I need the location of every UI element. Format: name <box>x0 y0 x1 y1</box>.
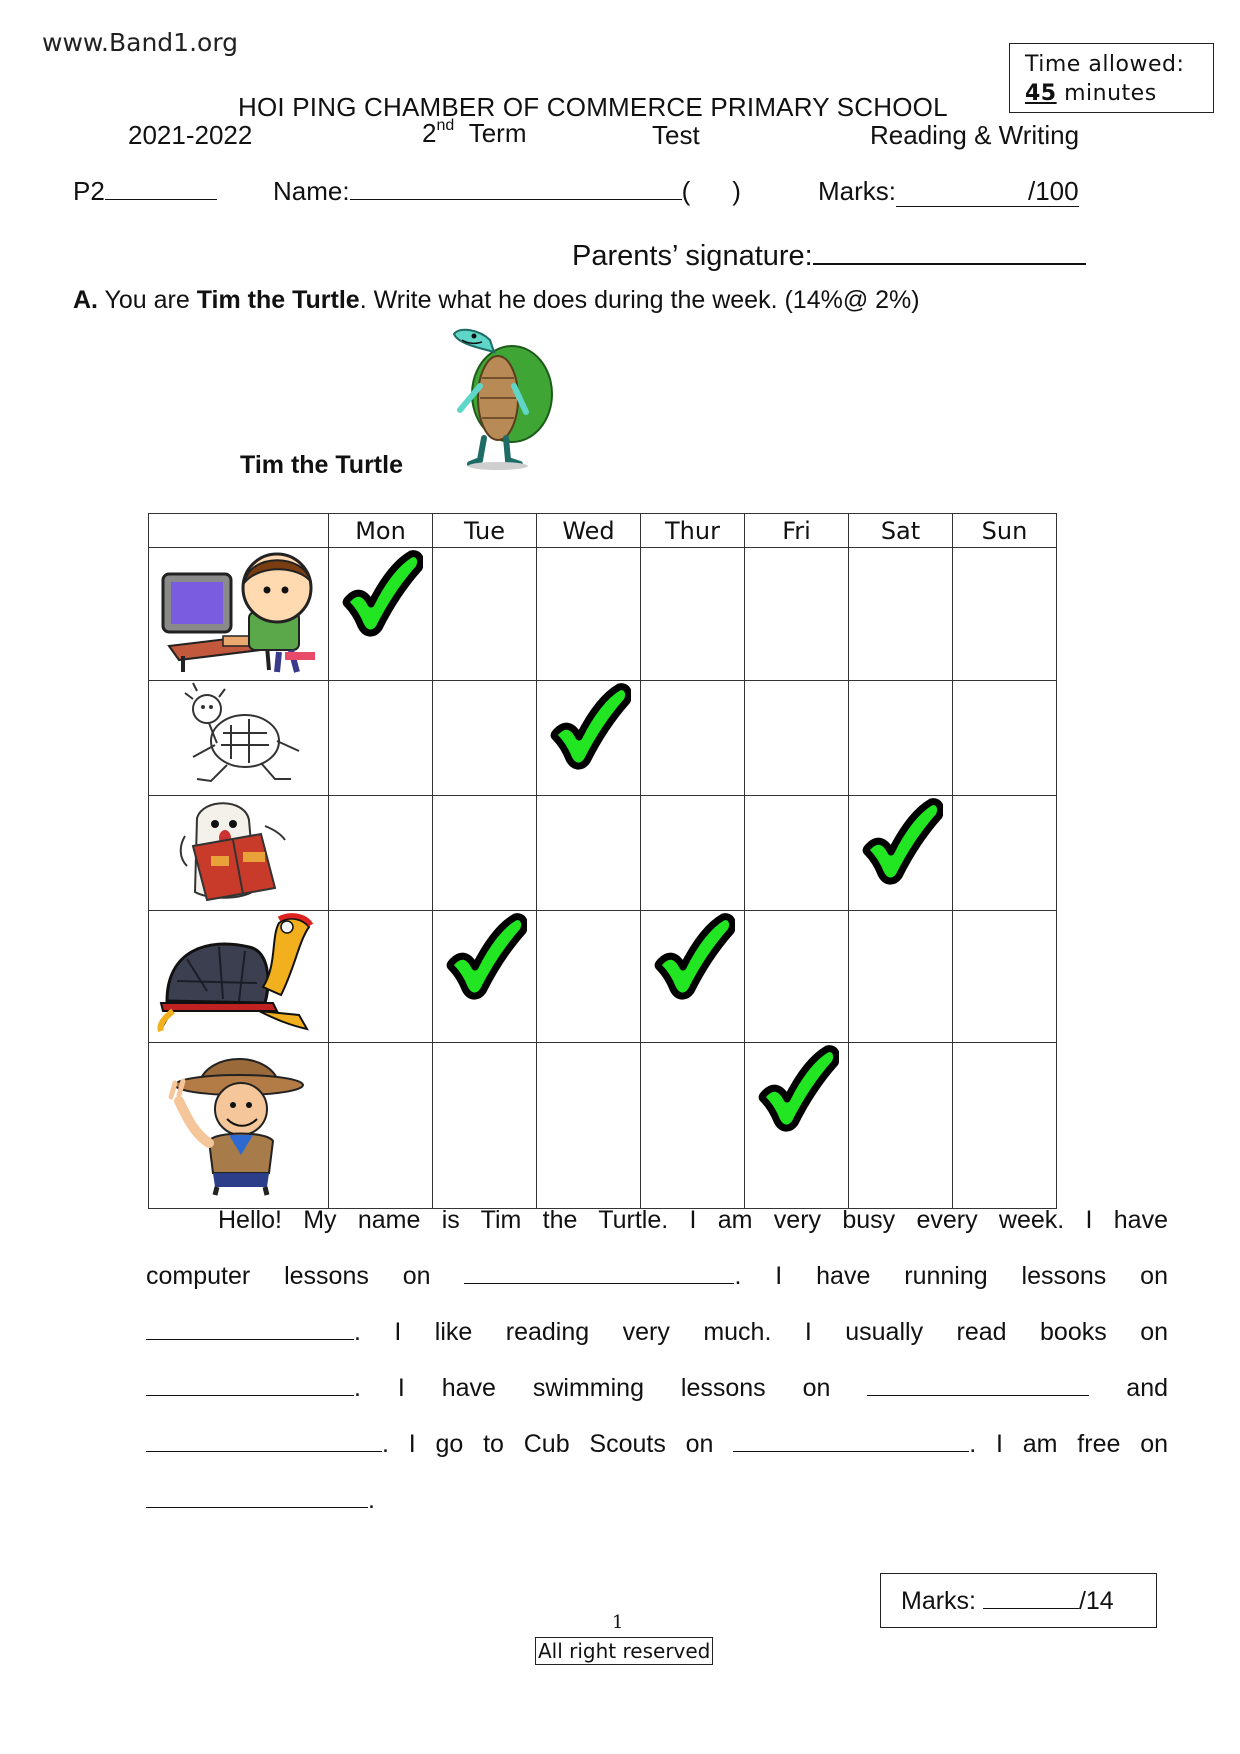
weekly-schedule-table <box>148 513 1057 1209</box>
cell-computer-mon[interactable] <box>329 548 433 681</box>
cell-reading-fri[interactable] <box>745 796 849 911</box>
blank-scouts-day[interactable] <box>733 1431 969 1452</box>
question-text-1: You are <box>98 286 197 314</box>
header-day-thur: Thur <box>641 514 745 548</box>
check-mark-icon <box>651 909 735 1001</box>
cell-running-wed[interactable] <box>537 681 641 796</box>
class-label: P2 <box>73 176 105 206</box>
cell-computer-thur[interactable] <box>641 548 745 681</box>
term-suffix: nd <box>436 117 455 134</box>
cell-computer-wed[interactable] <box>537 548 641 681</box>
schedule-row-computer <box>149 548 1057 681</box>
cell-reading-thur[interactable] <box>641 796 745 911</box>
header-day-wed: Wed <box>537 514 641 548</box>
signature-label: Parents’ signature: <box>572 240 813 272</box>
blank-computer-day[interactable] <box>464 1263 734 1284</box>
copyright-note: All right reserved <box>535 1637 713 1665</box>
marks-label: Marks: <box>818 176 896 206</box>
cell-computer-fri[interactable] <box>745 548 849 681</box>
question-letter: A. <box>73 286 98 314</box>
cell-computer-sun[interactable] <box>953 548 1057 681</box>
reading-ghost-stories-icon <box>149 796 328 905</box>
cell-running-mon[interactable] <box>329 681 433 796</box>
time-minutes: 45 <box>1025 81 1057 106</box>
header-day-fri: Fri <box>745 514 849 548</box>
section-marks-label: Marks: <box>901 1587 976 1615</box>
signature-blank[interactable] <box>813 241 1086 265</box>
cell-reading-mon[interactable] <box>329 796 433 911</box>
passage-text-4: . I have swimming lessons on <box>354 1374 831 1402</box>
cell-running-tue[interactable] <box>433 681 537 796</box>
passage-text-5: and <box>1126 1374 1169 1402</box>
cell-cub-scouts-wed[interactable] <box>537 1043 641 1209</box>
cell-running-fri[interactable] <box>745 681 849 796</box>
header-day-sun: Sun <box>953 514 1057 548</box>
turtle-caption: Tim the Turtle <box>240 451 403 479</box>
blank-swimming-day-2[interactable] <box>146 1431 382 1452</box>
name-label: Name: <box>273 176 350 206</box>
term-word: Term <box>468 118 527 148</box>
passage-text-3: . I like reading very much. I usually read books on <box>354 1318 1168 1346</box>
header-day-mon: Mon <box>329 514 433 548</box>
schedule-row-reading <box>149 796 1057 911</box>
cell-computer-sat[interactable] <box>849 548 953 681</box>
header-corner-cell <box>149 514 329 548</box>
class-field <box>73 176 217 207</box>
class-blank[interactable] <box>105 177 217 200</box>
term-number: 2 <box>422 118 437 148</box>
passage-text-8: . <box>368 1486 375 1514</box>
passage-text-1: Hello! My name is Tim the Turtle. I am very busy every week. I have computer lessons on <box>146 1206 1168 1290</box>
schedule-row-swimming <box>149 911 1057 1043</box>
cell-cub-scouts-thur[interactable] <box>641 1043 745 1209</box>
tim-turtle-illustration <box>440 326 560 471</box>
blank-running-day[interactable] <box>146 1319 354 1340</box>
cell-reading-sun[interactable] <box>953 796 1057 911</box>
question-text-2: . Write what he does during the week. (14%@ 2%) <box>359 286 920 314</box>
class-number-open: ( <box>681 176 691 206</box>
header-day-tue: Tue <box>433 514 537 548</box>
activity-icon-cell <box>149 796 329 911</box>
swimming-turtle-icon <box>149 911 328 1037</box>
cell-swimming-wed[interactable] <box>537 911 641 1043</box>
check-mark-icon <box>547 679 631 771</box>
time-allowed-label: Time allowed: <box>1025 52 1185 77</box>
cell-cub-scouts-sat[interactable] <box>849 1043 953 1209</box>
passage-text-7: . I am free on <box>969 1430 1168 1458</box>
blank-free-day[interactable] <box>146 1487 368 1508</box>
school-name: HOI PING CHAMBER OF COMMERCE PRIMARY SCHOOL <box>238 92 948 122</box>
activity-icon-cell <box>149 911 329 1043</box>
name-field <box>273 176 741 207</box>
marks-field <box>818 176 1079 207</box>
header-day-sat: Sat <box>849 514 953 548</box>
cell-running-sat[interactable] <box>849 681 953 796</box>
check-mark-icon <box>443 909 527 1001</box>
schedule-header-row <box>149 514 1057 548</box>
paper-title: Reading & Writing <box>870 120 1080 150</box>
running-turtle-icon <box>149 681 328 790</box>
cell-swimming-sat[interactable] <box>849 911 953 1043</box>
blank-swimming-day-1[interactable] <box>867 1375 1089 1396</box>
cell-reading-sat[interactable] <box>849 796 953 911</box>
section-marks-blank[interactable] <box>983 1588 1079 1609</box>
time-allowed-value <box>1025 79 1213 108</box>
cell-cub-scouts-tue[interactable] <box>433 1043 537 1209</box>
cell-running-thur[interactable] <box>641 681 745 796</box>
passage-text-2: . I have running lessons on <box>734 1262 1168 1290</box>
cell-cub-scouts-fri[interactable] <box>745 1043 849 1209</box>
site-url: www.Band1.org <box>42 28 239 57</box>
time-unit: minutes <box>1056 81 1157 106</box>
question-text-bold: Tim the Turtle <box>196 286 360 314</box>
schedule-row-running <box>149 681 1057 796</box>
activity-icon-cell <box>149 548 329 681</box>
cell-reading-wed[interactable] <box>537 796 641 911</box>
question-a-instruction <box>73 286 920 315</box>
fill-in-passage <box>146 1192 1168 1528</box>
cell-computer-tue[interactable] <box>433 548 537 681</box>
test-label: Test <box>652 120 700 150</box>
cub-scout-icon <box>149 1043 328 1203</box>
activity-icon-cell <box>149 1043 329 1209</box>
name-blank[interactable] <box>350 177 682 200</box>
schedule-row-cub-scouts <box>149 1043 1057 1209</box>
blank-reading-day[interactable] <box>146 1375 354 1396</box>
cell-cub-scouts-sun[interactable] <box>953 1043 1057 1209</box>
cell-swimming-tue[interactable] <box>433 911 537 1043</box>
passage-text-6: . I go to Cub Scouts on <box>382 1430 714 1458</box>
term <box>422 117 527 149</box>
parents-signature-field <box>572 240 1086 273</box>
check-mark-icon <box>339 546 423 638</box>
activity-icon-cell <box>149 681 329 796</box>
cell-swimming-sun[interactable] <box>953 911 1057 1043</box>
marks-blank[interactable] <box>896 176 1079 207</box>
check-mark-icon <box>755 1041 839 1133</box>
class-number-close: ) <box>732 176 741 206</box>
time-allowed-box <box>1009 43 1214 113</box>
cell-cub-scouts-mon[interactable] <box>329 1043 433 1209</box>
school-year: 2021-2022 <box>128 120 253 150</box>
marks-total: /100 <box>1028 176 1079 206</box>
check-mark-icon <box>859 794 943 886</box>
cell-running-sun[interactable] <box>953 681 1057 796</box>
cell-reading-tue[interactable] <box>433 796 537 911</box>
computer-lesson-icon <box>149 548 328 675</box>
cell-swimming-fri[interactable] <box>745 911 849 1043</box>
section-marks-box <box>880 1573 1157 1628</box>
section-marks-total: /14 <box>1078 1587 1114 1615</box>
page-number: 1 <box>612 1612 624 1633</box>
cell-swimming-mon[interactable] <box>329 911 433 1043</box>
cell-swimming-thur[interactable] <box>641 911 745 1043</box>
